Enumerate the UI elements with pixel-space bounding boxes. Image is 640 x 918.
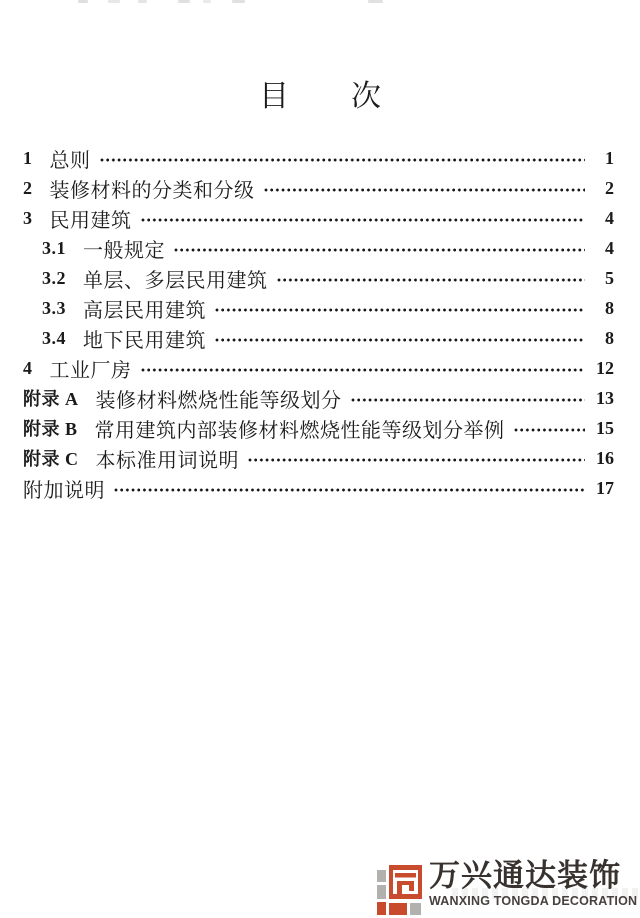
- toc-row: [23, 173, 614, 203]
- company-name-cn: 万兴通达装饰: [429, 858, 621, 893]
- toc-entry-title: 地下民用建筑: [83, 329, 206, 352]
- toc-entry-page: 12: [596, 357, 614, 378]
- company-name-en: WANXING TONGDA DECORATION: [429, 894, 638, 908]
- toc-entry-page: 8: [605, 327, 614, 348]
- toc-row: [23, 323, 614, 353]
- toc-row: [23, 473, 614, 503]
- dot-leader: [215, 338, 585, 342]
- page-title-left: 目: [259, 80, 289, 114]
- toc-entry-number: 附录 A: [23, 389, 79, 409]
- toc-entry-number: 4: [23, 357, 33, 378]
- company-logo: [376, 858, 637, 917]
- toc-entry-title: 装修材料的分类和分级: [49, 179, 255, 202]
- toc-entry-title: 附加说明: [23, 479, 105, 502]
- toc-row: [23, 353, 614, 383]
- toc-entry-number: 3.1: [42, 237, 66, 258]
- toc-entry-title: 常用建筑内部装修材料燃烧性能等级划分举例: [94, 419, 505, 442]
- toc-entry-page: 15: [596, 417, 614, 438]
- toc-entry-page: 16: [596, 447, 614, 468]
- toc-row: [23, 143, 614, 173]
- company-logo-text: [429, 858, 637, 908]
- toc-entry-number: 3.3: [42, 297, 66, 318]
- toc-entry-title: 一般规定: [83, 239, 165, 262]
- page-title-right: 次: [351, 80, 381, 114]
- dot-leader: [514, 428, 585, 432]
- dot-leader: [100, 158, 586, 162]
- toc-row: [23, 293, 614, 323]
- toc-entry-page: 4: [605, 207, 614, 228]
- toc-entry-page: 5: [605, 267, 614, 288]
- toc-row: [23, 203, 614, 233]
- dot-leader: [141, 218, 586, 222]
- toc-entry-number: 3: [23, 207, 33, 228]
- toc-entry-title: 民用建筑: [49, 209, 132, 232]
- toc-entry-page: 17: [596, 477, 614, 498]
- toc-entry-page: 2: [605, 177, 614, 198]
- toc-entry-title: 高层民用建筑: [83, 299, 206, 322]
- dot-leader: [351, 398, 586, 402]
- toc-entry-title: 工业厂房: [49, 359, 132, 382]
- toc-entry-page: 13: [596, 387, 614, 408]
- toc-list: [23, 143, 614, 503]
- toc-entry-title: 装修材料燃烧性能等级划分: [95, 389, 342, 412]
- toc-entry-number: 3.2: [42, 267, 66, 288]
- toc-entry-title: 本标准用词说明: [95, 449, 239, 472]
- toc-row: [23, 233, 614, 263]
- dot-leader: [141, 368, 586, 372]
- toc-entry-number: 3.4: [42, 327, 66, 348]
- dot-leader: [248, 458, 585, 462]
- company-logo-icon: [376, 863, 422, 917]
- page-title: [0, 76, 640, 118]
- toc-entry-title: 单层、多层民用建筑: [83, 269, 268, 292]
- toc-entry-number: 2: [23, 177, 33, 198]
- toc-entry-page: 4: [605, 237, 614, 258]
- dot-leader: [277, 278, 586, 282]
- toc-row: [23, 263, 614, 293]
- dot-leader: [264, 188, 586, 192]
- dot-leader: [215, 308, 585, 312]
- toc-row: [23, 413, 614, 443]
- toc-row: [23, 443, 614, 473]
- toc-entry-title: 总则: [49, 149, 91, 172]
- toc-entry-number: 附录 B: [23, 419, 78, 439]
- toc-entry-page: 8: [605, 297, 614, 318]
- toc-entry-number: 附录 C: [23, 449, 79, 469]
- dot-leader: [114, 488, 585, 492]
- dot-leader: [174, 248, 585, 252]
- toc-entry-number: 1: [23, 147, 33, 168]
- toc-entry-page: 1: [605, 147, 614, 168]
- toc-row: [23, 383, 614, 413]
